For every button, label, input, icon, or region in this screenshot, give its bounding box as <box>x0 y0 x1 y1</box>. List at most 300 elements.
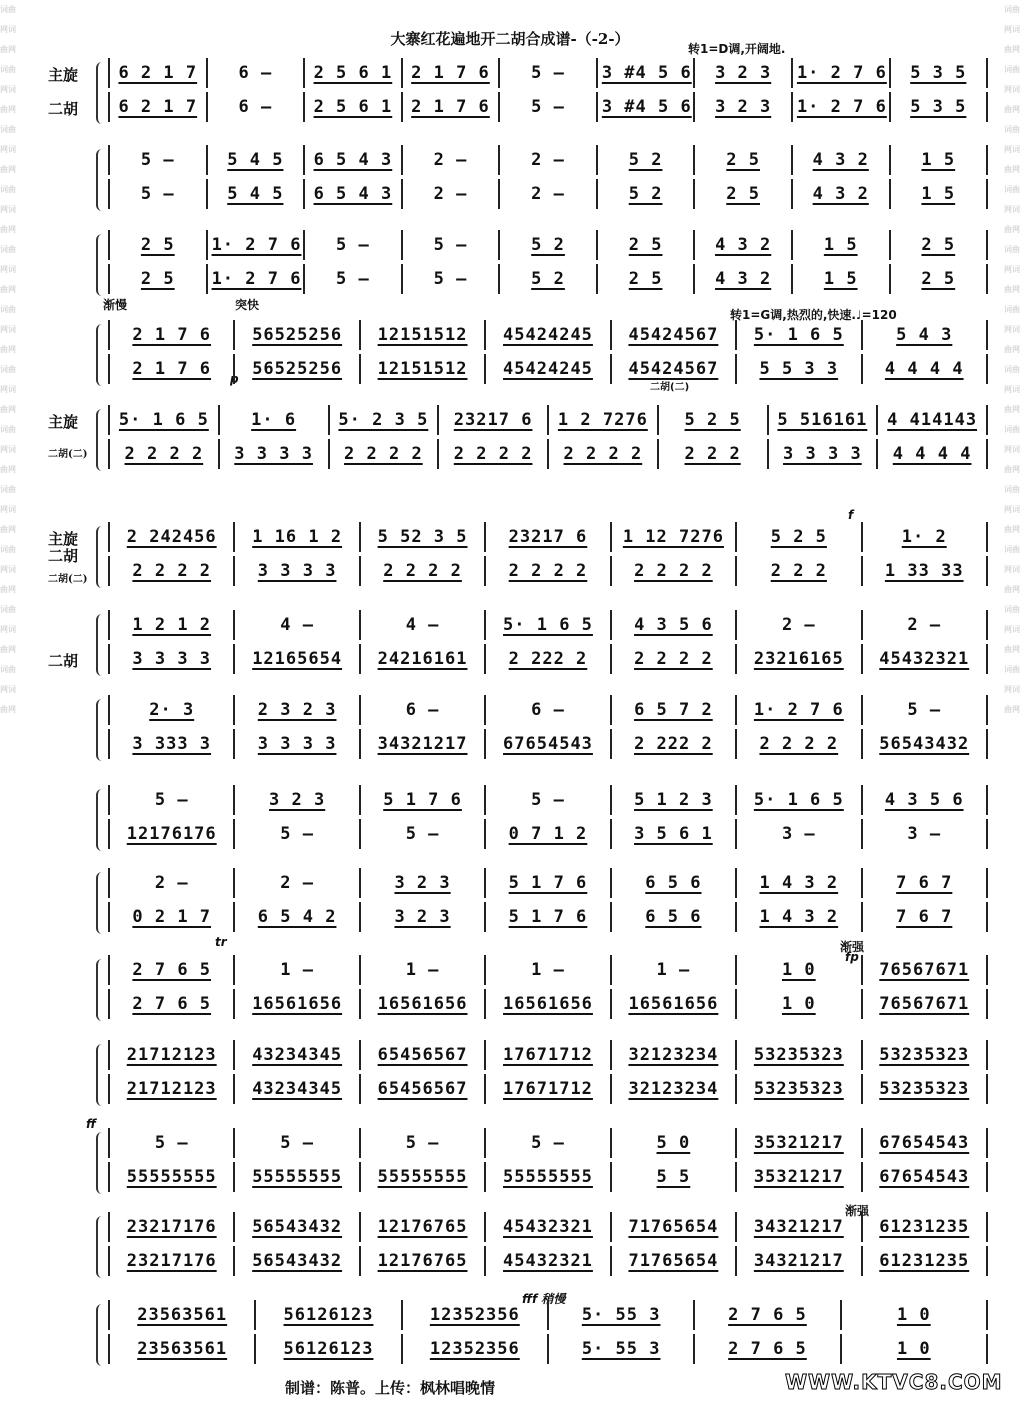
measure: 1 2 1 2 <box>108 610 233 640</box>
measure: 2 — <box>498 179 596 209</box>
measure: 5 5 <box>610 1162 735 1192</box>
measure: 1· 2 7 6 <box>206 230 304 260</box>
measure: 2 5 <box>596 230 694 260</box>
measure: 17671712 <box>484 1040 609 1070</box>
measure: 2 2 2 2 <box>610 644 735 674</box>
measure: 4 4 4 4 <box>861 354 988 384</box>
measure: 16561656 <box>484 989 609 1019</box>
measure: 5 3 5 <box>889 58 989 88</box>
erhu-row <box>108 729 988 759</box>
measure: 12151512 <box>359 354 484 384</box>
measure: 5 — <box>108 785 233 815</box>
measure: 43234345 <box>233 1040 358 1070</box>
staff-brace <box>96 1044 106 1106</box>
measure: 45432321 <box>484 1246 609 1276</box>
site-watermark: WWW.KTVC8.COM <box>785 1370 1003 1394</box>
measure: 55555555 <box>484 1162 609 1192</box>
measure: 5 — <box>498 58 596 88</box>
measure: 3 — <box>735 819 860 849</box>
measure: 5 — <box>233 1128 358 1158</box>
measure: 4 4 4 4 <box>876 439 988 469</box>
erhu-row <box>108 989 988 1019</box>
measure: 2 2 2 2 <box>108 556 233 586</box>
measure: 2 242456 <box>108 522 233 552</box>
melody-row <box>108 230 988 260</box>
measure: 4 414143 <box>876 405 988 435</box>
staff-system <box>18 695 1003 763</box>
measure: 6 2 1 7 <box>108 92 206 122</box>
measure: 2 — <box>735 610 860 640</box>
erhu-row <box>108 439 988 469</box>
crescendo-1: 渐强 <box>840 940 865 954</box>
measure: 5 5 3 3 <box>735 354 860 384</box>
measure: 4 — <box>359 610 484 640</box>
side-watermark-left: 词曲网词曲网词曲网词曲网词曲网词曲网词曲网词曲网词曲网词曲网词曲网词曲网词曲网词曲网词曲网词曲网词曲网词曲网词曲网词曲网词曲网词曲网词曲网词曲网 <box>0 5 16 714</box>
staff-system <box>18 1212 1003 1280</box>
key-change-g: 转1=G调,热烈的,快速.♩=120 <box>730 308 897 322</box>
measure: 5 — <box>108 145 206 175</box>
measure: 76567671 <box>861 989 988 1019</box>
measure: 1 5 <box>791 230 889 260</box>
measure: 5· 2 3 5 <box>328 405 438 435</box>
measure: 4 3 2 <box>791 179 889 209</box>
measure: 2 — <box>861 610 988 640</box>
measure: 1 4 3 2 <box>735 868 860 898</box>
erhu-row <box>108 556 988 586</box>
measure: 43234345 <box>233 1074 358 1104</box>
measure: 2 5 <box>693 145 791 175</box>
erhu-row <box>108 179 988 209</box>
measure: 4 3 2 <box>693 230 791 260</box>
measure: 2 2 2 <box>657 439 767 469</box>
measure: 6 — <box>359 695 484 725</box>
measure: 5 — <box>498 92 596 122</box>
measure: 1· 2 7 6 <box>735 695 860 725</box>
erhu-row <box>108 644 988 674</box>
measure: 45424245 <box>484 320 609 350</box>
measure: 34321217 <box>735 1246 860 1276</box>
measure: 2 3 2 3 <box>233 695 358 725</box>
measure: 2 — <box>401 145 499 175</box>
measure: 2 7 6 5 <box>693 1334 839 1364</box>
measure: 6 — <box>484 695 609 725</box>
measure: 16561656 <box>233 989 358 1019</box>
measure: 21712123 <box>108 1040 233 1070</box>
melody-row <box>108 1300 988 1330</box>
measure: 56126123 <box>254 1300 400 1330</box>
measure: 53235323 <box>861 1040 988 1070</box>
measure: 2 222 2 <box>484 644 609 674</box>
side-watermark-right: 词曲网词曲网词曲网词曲网词曲网词曲网词曲网词曲网词曲网词曲网词曲网词曲网词曲网词曲网词曲网词曲网词曲网词曲网词曲网词曲网词曲网词曲网词曲网词曲网 <box>1004 5 1020 714</box>
measure: 2 5 <box>596 264 694 294</box>
measure: 16561656 <box>359 989 484 1019</box>
measure: 2 — <box>108 868 233 898</box>
measure: 35321217 <box>735 1128 860 1158</box>
measure: 2 5 6 1 <box>303 92 401 122</box>
measure: 3 3 3 3 <box>108 644 233 674</box>
melody-row <box>108 1040 988 1070</box>
measure: 56543432 <box>233 1246 358 1276</box>
score-title: 大寨红花遍地开二胡合成谱-（-2-） <box>390 30 630 48</box>
measure: 76567671 <box>861 955 988 985</box>
measure: 1 — <box>233 955 358 985</box>
melody-row <box>108 868 988 898</box>
measure: 6 5 7 2 <box>610 695 735 725</box>
measure: 2 — <box>401 179 499 209</box>
measure: 2 2 2 <box>735 556 860 586</box>
melody-row <box>108 145 988 175</box>
measure: 55555555 <box>108 1162 233 1192</box>
measure: 6 5 6 <box>610 902 735 932</box>
measure: 2 5 6 1 <box>303 58 401 88</box>
erhu-2-tag: 二胡(二) <box>650 382 690 393</box>
measure: 2 2 2 2 <box>108 439 218 469</box>
measure: 45424567 <box>610 354 735 384</box>
measure: 6 — <box>206 58 304 88</box>
tempo-gradually-slower: 渐慢 <box>103 298 128 312</box>
measure: 3 3 3 3 <box>767 439 877 469</box>
measure: 2 1 7 6 <box>108 320 233 350</box>
measure: 3 3 3 3 <box>233 556 358 586</box>
measure: 1 — <box>484 955 609 985</box>
measure: 45432321 <box>861 644 988 674</box>
measure: 34321217 <box>735 1212 860 1242</box>
measure: 61231235 <box>861 1212 988 1242</box>
measure: 2 5 <box>108 230 206 260</box>
measure: 1 — <box>359 955 484 985</box>
staff-system <box>18 1040 1003 1108</box>
measure: 3 2 3 <box>359 868 484 898</box>
staff-brace <box>96 62 106 124</box>
measure: 2 2 2 2 <box>547 439 657 469</box>
staff-system <box>18 955 1003 1023</box>
measure: 2 2 2 2 <box>735 729 860 759</box>
measure: 12176176 <box>108 819 233 849</box>
erhu-row <box>108 902 988 932</box>
measure: 5 1 7 6 <box>484 902 609 932</box>
measure: 5 — <box>359 1128 484 1158</box>
measure: 5· 55 3 <box>547 1334 693 1364</box>
melody-row <box>108 320 988 350</box>
measure: 12176765 <box>359 1212 484 1242</box>
measure: 1 0 <box>735 955 860 985</box>
dynamic-f: f <box>848 508 854 522</box>
measure: 5 — <box>303 230 401 260</box>
measure: 45424245 <box>484 354 609 384</box>
staff-brace <box>96 409 106 471</box>
measure: 5 52 3 5 <box>359 522 484 552</box>
measure: 23217176 <box>108 1246 233 1276</box>
measure: 6 5 4 3 <box>303 179 401 209</box>
part-label: 二胡 <box>48 652 79 670</box>
staff-system <box>18 522 1003 590</box>
staff-brace <box>96 1216 106 1278</box>
measure: 0 7 1 2 <box>484 819 609 849</box>
measure: 1 0 <box>840 1300 988 1330</box>
measure: 3 5 6 1 <box>610 819 735 849</box>
measure: 3 #4 5 6 <box>596 58 694 88</box>
measure: 2 7 6 5 <box>693 1300 839 1330</box>
measure: 0 2 1 7 <box>108 902 233 932</box>
melody-row <box>108 58 988 88</box>
measure: 6 2 1 7 <box>108 58 206 88</box>
measure: 1 4 3 2 <box>735 902 860 932</box>
staff-system <box>18 1128 1003 1196</box>
measure: 23216165 <box>735 644 860 674</box>
measure: 2 5 <box>889 230 989 260</box>
staff-system <box>18 320 1003 388</box>
measure: 3 2 3 <box>693 58 791 88</box>
measure: 1· 2 <box>861 522 988 552</box>
measure: 5 2 5 <box>657 405 767 435</box>
staff-brace <box>96 959 106 1021</box>
crescendo-2: 渐强 <box>845 1204 870 1218</box>
part-label: 二胡 <box>48 100 79 118</box>
measure: 71765654 <box>610 1212 735 1242</box>
measure: 65456567 <box>359 1074 484 1104</box>
measure: 23563561 <box>108 1334 254 1364</box>
melody-row <box>108 695 988 725</box>
credits-footer: 制谱：陈普。上传：枫林唱晚情 <box>285 1379 496 1397</box>
measure: 24216161 <box>359 644 484 674</box>
measure: 5 — <box>359 819 484 849</box>
staff-system <box>18 58 1003 126</box>
measure: 2 2 2 2 <box>437 439 547 469</box>
measure: 3 2 3 <box>359 902 484 932</box>
erhu-row <box>108 354 988 384</box>
measure: 6 5 6 <box>610 868 735 898</box>
measure: 4 3 2 <box>693 264 791 294</box>
measure: 1· 2 7 6 <box>206 264 304 294</box>
measure: 5 1 7 6 <box>359 785 484 815</box>
measure: 2 2 2 2 <box>359 556 484 586</box>
staff-system <box>18 610 1003 678</box>
measure: 6 — <box>206 92 304 122</box>
measure: 2 — <box>498 145 596 175</box>
erhu-row <box>108 264 988 294</box>
measure: 5· 1 6 5 <box>735 320 860 350</box>
measure: 56525256 <box>233 354 358 384</box>
dynamic-p: p <box>230 372 239 386</box>
measure: 2 2 2 2 <box>328 439 438 469</box>
measure: 65456567 <box>359 1040 484 1070</box>
measure: 5 — <box>484 1128 609 1158</box>
measure: 5· 1 6 5 <box>735 785 860 815</box>
measure: 5 2 <box>498 264 596 294</box>
measure: 5 1 2 3 <box>610 785 735 815</box>
measure: 55555555 <box>359 1162 484 1192</box>
measure: 3 2 3 <box>233 785 358 815</box>
measure: 5 — <box>303 264 401 294</box>
staff-system <box>18 230 1003 298</box>
measure: 5 — <box>401 264 499 294</box>
measure: 5· 1 6 5 <box>484 610 609 640</box>
measure: 56543432 <box>233 1212 358 1242</box>
part-label: 二胡(二) <box>48 574 88 585</box>
measure: 3 2 3 <box>693 92 791 122</box>
staff-system <box>18 868 1003 936</box>
measure: 1 5 <box>889 145 989 175</box>
measure: 6 5 4 3 <box>303 145 401 175</box>
staff-brace <box>96 789 106 851</box>
erhu-row <box>108 92 988 122</box>
measure: 5· 1 6 5 <box>108 405 218 435</box>
measure: 5 1 7 6 <box>484 868 609 898</box>
measure: 12352356 <box>401 1300 547 1330</box>
measure: 5 3 5 <box>889 92 989 122</box>
staff-brace <box>96 1304 106 1366</box>
measure: 45424567 <box>610 320 735 350</box>
staff-system <box>18 145 1003 213</box>
erhu-row <box>108 1334 988 1364</box>
measure: 71765654 <box>610 1246 735 1276</box>
measure: 3 — <box>861 819 988 849</box>
measure: 4 3 5 6 <box>610 610 735 640</box>
measure: 2 5 <box>693 179 791 209</box>
measure: 5 2 5 <box>735 522 860 552</box>
measure: 32123234 <box>610 1074 735 1104</box>
measure: 67654543 <box>484 729 609 759</box>
dynamic-ff: ff <box>86 1117 96 1131</box>
measure: 7 6 7 <box>861 902 988 932</box>
measure: 56126123 <box>254 1334 400 1364</box>
staff-system <box>18 785 1003 853</box>
fff-slower: fff 稍慢 <box>522 1292 566 1306</box>
measure: 3 333 3 <box>108 729 233 759</box>
measure: 1· 6 <box>218 405 328 435</box>
measure: 5 4 3 <box>861 320 988 350</box>
measure: 1· 2 7 6 <box>791 92 889 122</box>
measure: 5 4 5 <box>206 145 304 175</box>
measure: 3 #4 5 6 <box>596 92 694 122</box>
measure: 5 — <box>108 1128 233 1158</box>
measure: 1 0 <box>735 989 860 1019</box>
trill-mark: tr <box>215 935 227 949</box>
staff-brace <box>96 614 106 676</box>
part-label: 主旋 <box>48 530 79 548</box>
measure: 1 16 1 2 <box>233 522 358 552</box>
measure: 2 5 <box>889 264 989 294</box>
staff-system <box>18 1300 1003 1368</box>
measure: 1· 2 7 6 <box>791 58 889 88</box>
measure: 1 0 <box>840 1334 988 1364</box>
measure: 4 3 5 6 <box>861 785 988 815</box>
measure: 53235323 <box>735 1040 860 1070</box>
measure: 7 6 7 <box>861 868 988 898</box>
melody-row <box>108 1212 988 1242</box>
measure: 34321217 <box>359 729 484 759</box>
measure: 5 2 <box>498 230 596 260</box>
measure: 2 7 6 5 <box>108 989 233 1019</box>
measure: 1 12 7276 <box>610 522 735 552</box>
measure: 4 — <box>233 610 358 640</box>
staff-brace <box>96 324 106 386</box>
measure: 5 — <box>401 230 499 260</box>
measure: 2· 3 <box>108 695 233 725</box>
measure: 1 2 7276 <box>547 405 657 435</box>
measure: 1 5 <box>791 264 889 294</box>
measure: 23217176 <box>108 1212 233 1242</box>
staff-brace <box>96 234 106 296</box>
measure: 1 33 33 <box>861 556 988 586</box>
measure: 2 2 2 2 <box>610 556 735 586</box>
erhu-row <box>108 1162 988 1192</box>
measure: 16561656 <box>610 989 735 1019</box>
measure: 5 — <box>108 179 206 209</box>
measure: 2 5 <box>108 264 206 294</box>
erhu-row <box>108 819 988 849</box>
measure: 5 — <box>861 695 988 725</box>
measure: 5· 55 3 <box>547 1300 693 1330</box>
measure: 61231235 <box>861 1246 988 1276</box>
part-label: 二胡(二) <box>48 449 88 460</box>
measure: 53235323 <box>735 1074 860 1104</box>
melody-row <box>108 522 988 552</box>
measure: 2 2 2 2 <box>484 556 609 586</box>
measure: 2 1 7 6 <box>401 92 499 122</box>
erhu-row <box>108 1074 988 1104</box>
measure: 5 516161 <box>767 405 877 435</box>
melody-row <box>108 405 988 435</box>
staff-brace <box>96 149 106 211</box>
melody-row <box>108 1128 988 1158</box>
measure: 5 2 <box>596 145 694 175</box>
measure: 6 5 4 2 <box>233 902 358 932</box>
measure: 1 — <box>610 955 735 985</box>
staff-system <box>18 405 1003 473</box>
measure: 5 — <box>233 819 358 849</box>
measure: 1 5 <box>889 179 989 209</box>
part-label: 主旋 <box>48 66 79 84</box>
measure: 45432321 <box>484 1212 609 1242</box>
measure: 2 — <box>233 868 358 898</box>
measure: 5 4 5 <box>206 179 304 209</box>
melody-row <box>108 785 988 815</box>
measure: 12176765 <box>359 1246 484 1276</box>
measure: 12151512 <box>359 320 484 350</box>
melody-row <box>108 955 988 985</box>
measure: 2 222 2 <box>610 729 735 759</box>
measure: 56525256 <box>233 320 358 350</box>
measure: 17671712 <box>484 1074 609 1104</box>
measure: 56543432 <box>861 729 988 759</box>
measure: 4 3 2 <box>791 145 889 175</box>
measure: 3 3 3 3 <box>218 439 328 469</box>
tempo-sudden-fast: 突快 <box>235 298 260 312</box>
measure: 12165654 <box>233 644 358 674</box>
measure: 3 3 3 3 <box>233 729 358 759</box>
part-label: 主旋 <box>48 413 79 431</box>
measure: 23563561 <box>108 1300 254 1330</box>
melody-row <box>108 610 988 640</box>
measure: 67654543 <box>861 1128 988 1158</box>
measure: 32123234 <box>610 1040 735 1070</box>
measure: 5 — <box>484 785 609 815</box>
measure: 21712123 <box>108 1074 233 1104</box>
measure: 23217 6 <box>484 522 609 552</box>
staff-brace <box>96 526 106 588</box>
measure: 2 1 7 6 <box>108 354 233 384</box>
staff-brace <box>96 699 106 761</box>
measure: 23217 6 <box>437 405 547 435</box>
measure: 53235323 <box>861 1074 988 1104</box>
erhu-row <box>108 1246 988 1276</box>
measure: 35321217 <box>735 1162 860 1192</box>
measure: 2 7 6 5 <box>108 955 233 985</box>
key-change-d: 转1=D调,开阔地. <box>688 42 786 56</box>
measure: 5 0 <box>610 1128 735 1158</box>
dynamic-fp: fp <box>845 950 859 964</box>
